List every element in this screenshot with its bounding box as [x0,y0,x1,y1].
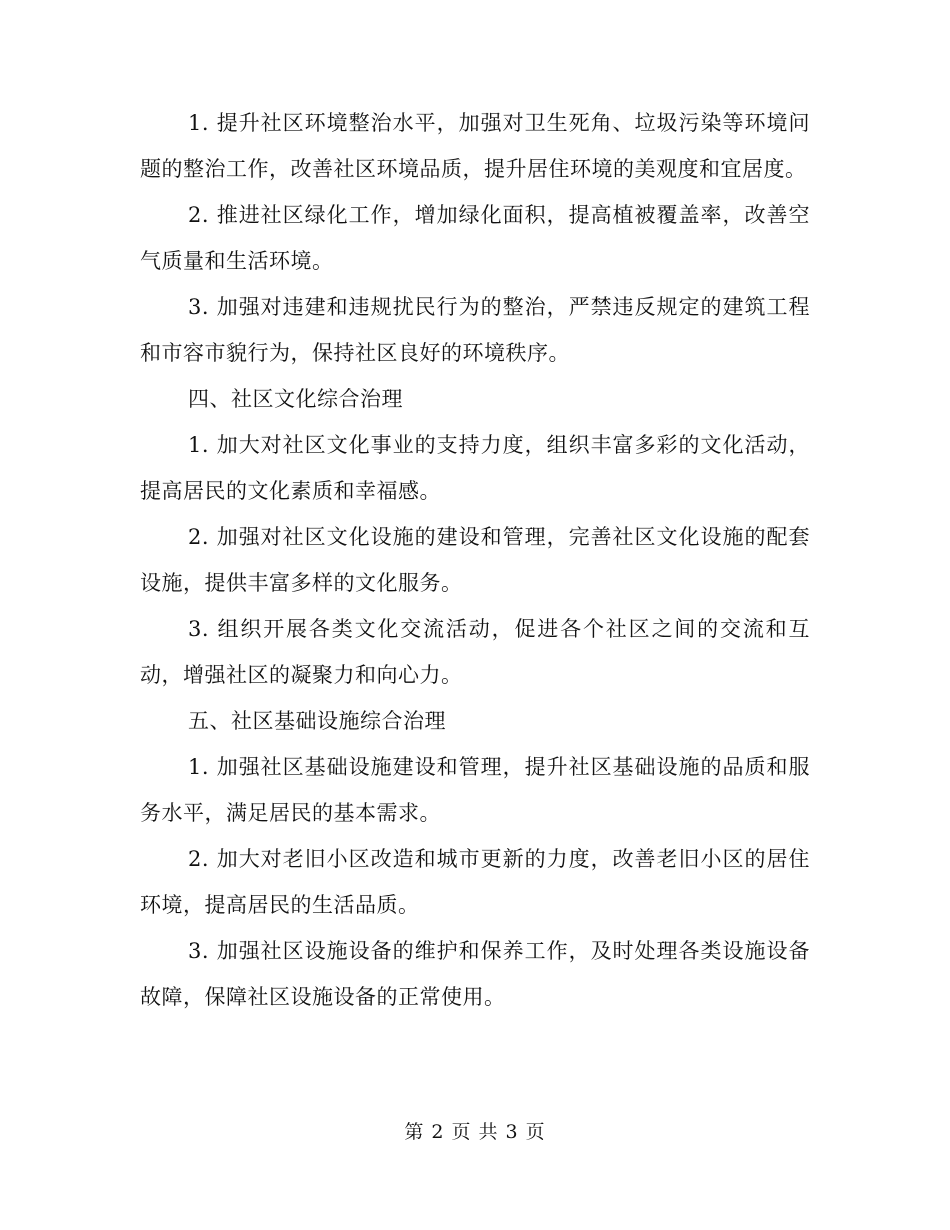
paragraph-env-2: 2. 推进社区绿化工作，增加绿化面积，提高植被覆盖率，改善空气质量和生活环境。 [140,203,810,273]
page-number-footer: 第 2 页 共 3 页 [404,1121,546,1143]
paragraph-culture-3: 3. 组织开展各类文化交流活动，促进各个社区之间的交流和互动，增强社区的凝聚力和向心力。 [140,617,810,687]
section-heading-culture: 四、社区文化综合治理 [188,387,403,411]
paragraph-culture-1: 1. 加大对社区文化事业的支持力度，组织丰富多彩的文化活动，提高居民的文化素质和幸福感。 [140,433,810,503]
paragraph-infra-2: 2. 加大对老旧小区改造和城市更新的力度，改善老旧小区的居住环境，提高居民的生活品质。 [140,847,810,917]
section-heading-infrastructure: 五、社区基础设施综合治理 [188,709,446,733]
paragraph-infra-3: 3. 加强社区设施设备的维护和保养工作，及时处理各类设施设备故障，保障社区设施设备的正常使用。 [140,939,810,1009]
paragraph-infra-1: 1. 加强社区基础设施建设和管理，提升社区基础设施的品质和服务水平，满足居民的基本需求。 [140,755,810,825]
paragraph-culture-2: 2. 加强对社区文化设施的建设和管理，完善社区文化设施的配套设施，提供丰富多样的文化服务。 [140,525,810,595]
paragraph-env-1: 1. 提升社区环境整治水平，加强对卫生死角、垃圾污染等环境问题的整治工作，改善社区环境品质，提升居住环境的美观度和宜居度。 [140,111,810,181]
paragraph-env-3: 3. 加强对违建和违规扰民行为的整治，严禁违反规定的建筑工程和市容市貌行为，保持社区良好的环境秩序。 [140,295,810,365]
document-body [140,100,810,1020]
